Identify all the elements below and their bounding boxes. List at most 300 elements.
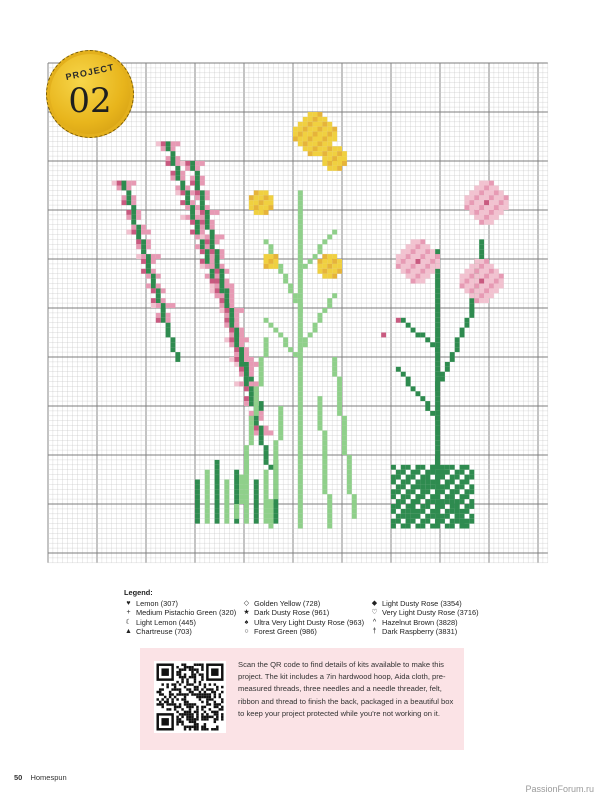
qr-module xyxy=(191,721,193,723)
qr-module xyxy=(186,683,188,685)
stitch xyxy=(435,367,440,372)
stitch xyxy=(190,166,195,171)
stitch xyxy=(234,499,239,504)
stitch xyxy=(298,509,303,514)
stitch xyxy=(273,440,278,445)
stitch xyxy=(430,514,435,519)
stitch xyxy=(332,372,337,377)
stitch xyxy=(166,328,171,333)
qr-module xyxy=(201,666,203,668)
stitch xyxy=(234,308,239,313)
stitch xyxy=(259,200,264,205)
stitch xyxy=(161,308,166,313)
qr-module xyxy=(211,716,213,718)
stitch xyxy=(494,205,499,210)
stitch xyxy=(455,514,460,519)
qr-module xyxy=(214,728,216,730)
stitch xyxy=(205,195,210,200)
stitch xyxy=(259,362,264,367)
qr-module xyxy=(206,693,208,695)
qr-module xyxy=(201,716,203,718)
stitch xyxy=(465,519,470,524)
stitch xyxy=(229,342,234,347)
stitch xyxy=(489,269,494,274)
stitch xyxy=(269,524,274,529)
qr-module xyxy=(219,696,221,698)
stitch xyxy=(420,396,425,401)
stitch xyxy=(229,313,234,318)
qr-module xyxy=(204,718,206,720)
stitch xyxy=(269,259,274,264)
stitch xyxy=(411,519,416,524)
stitch xyxy=(391,524,396,529)
qr-module xyxy=(181,676,183,678)
stitch xyxy=(479,210,484,215)
stitch xyxy=(244,504,249,509)
stitch xyxy=(229,298,234,303)
qr-module xyxy=(221,691,223,693)
qr-module xyxy=(216,718,218,720)
stitch xyxy=(435,352,440,357)
qr-module xyxy=(219,703,221,705)
legend-item xyxy=(370,618,488,628)
stitch xyxy=(185,161,190,166)
stitch xyxy=(161,141,166,146)
stitch xyxy=(430,499,435,504)
stitch xyxy=(244,401,249,406)
qr-module xyxy=(206,728,208,730)
stitch xyxy=(391,504,396,509)
stitch xyxy=(136,225,141,230)
stitch xyxy=(171,156,176,161)
stitch xyxy=(308,122,313,127)
stitch xyxy=(337,396,342,401)
stitch xyxy=(298,333,303,338)
stitch xyxy=(435,509,440,514)
stitch xyxy=(298,504,303,509)
stitch xyxy=(273,514,278,519)
qr-module xyxy=(209,696,211,698)
stitch xyxy=(215,465,220,470)
stitch xyxy=(342,156,347,161)
stitch xyxy=(205,470,210,475)
stitch xyxy=(460,499,465,504)
stitch xyxy=(450,519,455,524)
qr-module xyxy=(216,688,218,690)
stitch xyxy=(205,489,210,494)
qr-module xyxy=(196,708,198,710)
stitch xyxy=(318,151,323,156)
stitch xyxy=(224,313,229,318)
stitch xyxy=(322,146,327,151)
stitch xyxy=(254,421,259,426)
stitch xyxy=(298,318,303,323)
stitch xyxy=(450,494,455,499)
stitch xyxy=(195,161,200,166)
legend-item xyxy=(370,608,488,618)
qr-module xyxy=(186,703,188,705)
stitch xyxy=(210,288,215,293)
stitch xyxy=(430,524,435,529)
plus-icon: + xyxy=(126,609,131,617)
stitch xyxy=(249,367,254,372)
qr-code[interactable] xyxy=(154,661,226,733)
stitch xyxy=(391,489,396,494)
stitch xyxy=(313,141,318,146)
stitch xyxy=(288,347,293,352)
stitch xyxy=(342,161,347,166)
qr-module xyxy=(166,686,168,688)
stitch xyxy=(327,264,332,269)
stitch xyxy=(156,288,161,293)
stitch xyxy=(455,499,460,504)
stitch xyxy=(185,186,190,191)
stitch xyxy=(460,484,465,489)
stitch xyxy=(337,146,342,151)
stitch xyxy=(322,122,327,127)
stitch xyxy=(273,504,278,509)
stitch xyxy=(411,249,416,254)
stitch xyxy=(303,137,308,142)
stitch xyxy=(175,357,180,362)
stitch xyxy=(259,195,264,200)
stitch xyxy=(460,333,465,338)
qr-module xyxy=(201,696,203,698)
stitch xyxy=(484,215,489,220)
stitch xyxy=(215,504,220,509)
stitch xyxy=(465,489,470,494)
stitch xyxy=(489,181,494,186)
stitch xyxy=(254,411,259,416)
qr-module xyxy=(191,718,193,720)
stitch xyxy=(308,132,313,137)
stitch xyxy=(455,347,460,352)
stitch xyxy=(239,352,244,357)
qr-module xyxy=(184,713,186,715)
qr-module xyxy=(171,703,173,705)
stitch xyxy=(146,264,151,269)
stitch xyxy=(435,318,440,323)
stitch xyxy=(318,406,323,411)
stitch xyxy=(430,249,435,254)
stitch xyxy=(220,279,225,284)
stitch xyxy=(298,484,303,489)
qr-module xyxy=(166,698,168,700)
stitch xyxy=(156,274,161,279)
stitch xyxy=(244,337,249,342)
stitch xyxy=(151,259,156,264)
stitch xyxy=(401,269,406,274)
stitch xyxy=(435,484,440,489)
stitch xyxy=(156,254,161,259)
stitch xyxy=(166,313,171,318)
qr-module xyxy=(176,673,178,675)
qr-module xyxy=(181,678,183,680)
stitch xyxy=(435,411,440,416)
stitch xyxy=(200,195,205,200)
stitch xyxy=(264,210,269,215)
stitch xyxy=(264,499,269,504)
stitch xyxy=(298,308,303,313)
stitch xyxy=(469,190,474,195)
stitch xyxy=(264,195,269,200)
stitch xyxy=(200,181,205,186)
stitch xyxy=(273,499,278,504)
stitch xyxy=(352,504,357,509)
stitch xyxy=(161,146,166,151)
stitch xyxy=(249,195,254,200)
stitch xyxy=(171,151,176,156)
qr-module xyxy=(174,696,176,698)
qr-module xyxy=(191,716,193,718)
stitch xyxy=(180,161,185,166)
stitch xyxy=(440,475,445,480)
qr-module xyxy=(211,711,213,713)
stitch xyxy=(249,377,254,382)
qr-module xyxy=(196,696,198,698)
stitch xyxy=(298,225,303,230)
stitch xyxy=(180,176,185,181)
stitch xyxy=(401,499,406,504)
stitch xyxy=(112,181,117,186)
stitch xyxy=(224,509,229,514)
stitch xyxy=(469,504,474,509)
stitch xyxy=(215,494,220,499)
stitch xyxy=(499,205,504,210)
stitch xyxy=(156,313,161,318)
qr-module xyxy=(216,686,218,688)
stitch xyxy=(332,254,337,259)
stitch xyxy=(342,426,347,431)
stitch xyxy=(215,264,220,269)
stitch xyxy=(445,367,450,372)
qr-module xyxy=(176,681,178,683)
stitch xyxy=(416,333,421,338)
stitch xyxy=(396,504,401,509)
stitch xyxy=(465,284,470,289)
stitch xyxy=(254,382,259,387)
stitch xyxy=(425,337,430,342)
stitch xyxy=(200,230,205,235)
stitch xyxy=(484,274,489,279)
stitch xyxy=(327,151,332,156)
stitch xyxy=(298,431,303,436)
stitch xyxy=(264,450,269,455)
stitch xyxy=(445,499,450,504)
stitch xyxy=(420,480,425,485)
stitch xyxy=(401,259,406,264)
stitch xyxy=(347,465,352,470)
qr-module xyxy=(201,726,203,728)
chart-grid xyxy=(38,55,556,575)
stitch xyxy=(494,284,499,289)
stitch xyxy=(254,205,259,210)
qr-module xyxy=(201,676,203,678)
stitch xyxy=(337,151,342,156)
stitch xyxy=(224,499,229,504)
stitch xyxy=(239,367,244,372)
stitch xyxy=(244,475,249,480)
qr-module xyxy=(176,718,178,720)
stitch xyxy=(401,514,406,519)
stitch xyxy=(215,288,220,293)
stitch xyxy=(273,460,278,465)
stitch xyxy=(195,181,200,186)
stitch xyxy=(234,509,239,514)
stitch xyxy=(298,426,303,431)
stitch xyxy=(396,475,401,480)
stitch xyxy=(234,475,239,480)
stitch xyxy=(445,480,450,485)
stitch xyxy=(499,284,504,289)
stitch xyxy=(254,386,259,391)
stitch xyxy=(411,509,416,514)
stitch xyxy=(430,494,435,499)
stitch xyxy=(327,141,332,146)
stitch xyxy=(224,269,229,274)
stitch xyxy=(318,264,323,269)
stitch xyxy=(411,504,416,509)
stitch xyxy=(318,269,323,274)
stitch xyxy=(391,494,396,499)
stitch xyxy=(131,230,136,235)
qr-module xyxy=(196,693,198,695)
stitch xyxy=(342,450,347,455)
stitch xyxy=(435,455,440,460)
stitch xyxy=(298,367,303,372)
stitch xyxy=(450,489,455,494)
qr-module xyxy=(191,668,193,670)
qr-module xyxy=(156,703,158,705)
stitch xyxy=(401,264,406,269)
stitch xyxy=(479,288,484,293)
stitch xyxy=(205,254,210,259)
stitch xyxy=(215,279,220,284)
stitch xyxy=(185,200,190,205)
stitch xyxy=(234,382,239,387)
stitch xyxy=(244,480,249,485)
qr-module xyxy=(179,703,181,705)
stitch xyxy=(224,489,229,494)
stitch xyxy=(136,254,141,259)
stitch xyxy=(469,519,474,524)
qr-module xyxy=(186,711,188,713)
qr-module xyxy=(189,706,191,708)
stitch xyxy=(254,391,259,396)
stitch xyxy=(269,514,274,519)
stitch xyxy=(215,239,220,244)
stitch xyxy=(308,333,313,338)
stitch xyxy=(484,200,489,205)
qr-module xyxy=(174,703,176,705)
stitch xyxy=(435,401,440,406)
stitch xyxy=(273,450,278,455)
qr-module xyxy=(166,703,168,705)
stitch xyxy=(205,220,210,225)
stitch xyxy=(322,308,327,313)
stitch xyxy=(264,205,269,210)
stitch xyxy=(195,499,200,504)
stitch xyxy=(489,279,494,284)
stitch xyxy=(484,181,489,186)
stitch xyxy=(411,239,416,244)
stitch xyxy=(122,200,127,205)
stitch xyxy=(469,269,474,274)
stitch xyxy=(210,279,215,284)
stitch xyxy=(327,156,332,161)
qr-module xyxy=(206,698,208,700)
stitch xyxy=(435,440,440,445)
qr-module xyxy=(161,706,163,708)
qr-module xyxy=(214,706,216,708)
qr-module xyxy=(179,671,181,673)
stitch xyxy=(244,445,249,450)
qr-module xyxy=(164,696,166,698)
stitch xyxy=(249,411,254,416)
stitch xyxy=(298,269,303,274)
stitch xyxy=(229,357,234,362)
qr-module xyxy=(194,726,196,728)
qr-module xyxy=(194,693,196,695)
stitch xyxy=(327,303,332,308)
stitch xyxy=(396,514,401,519)
stitch xyxy=(205,480,210,485)
stitch xyxy=(440,372,445,377)
stitch xyxy=(200,161,205,166)
stitch xyxy=(210,269,215,274)
stitch xyxy=(401,484,406,489)
qr-module xyxy=(181,716,183,718)
qr-module xyxy=(184,696,186,698)
qr-module xyxy=(201,678,203,680)
legend-label: Hazelnut Brown (3828) xyxy=(382,617,458,627)
stitch xyxy=(332,230,337,235)
stitch xyxy=(210,230,215,235)
stitch xyxy=(420,465,425,470)
stitch xyxy=(465,205,470,210)
qr-module xyxy=(189,721,191,723)
stitch xyxy=(322,151,327,156)
stitch xyxy=(425,269,430,274)
stitch xyxy=(342,445,347,450)
stitch xyxy=(171,303,176,308)
qr-module xyxy=(189,688,191,690)
stitch xyxy=(264,337,269,342)
stitch xyxy=(205,249,210,254)
drop-icon: ◆ xyxy=(371,599,378,607)
stitch xyxy=(234,318,239,323)
stitch xyxy=(450,357,455,362)
stitch xyxy=(318,416,323,421)
stitch xyxy=(175,161,180,166)
stitch xyxy=(440,470,445,475)
stitch xyxy=(195,244,200,249)
stitch xyxy=(141,230,146,235)
stitch xyxy=(259,426,264,431)
stitch xyxy=(249,382,254,387)
stitch xyxy=(254,431,259,436)
stitch xyxy=(298,386,303,391)
stitch xyxy=(318,259,323,264)
stitch xyxy=(455,509,460,514)
stitch xyxy=(489,264,494,269)
qr-module xyxy=(214,701,216,703)
stitch xyxy=(239,357,244,362)
stitch xyxy=(401,470,406,475)
qr-module xyxy=(181,708,183,710)
stitch xyxy=(141,239,146,244)
stitch xyxy=(210,284,215,289)
